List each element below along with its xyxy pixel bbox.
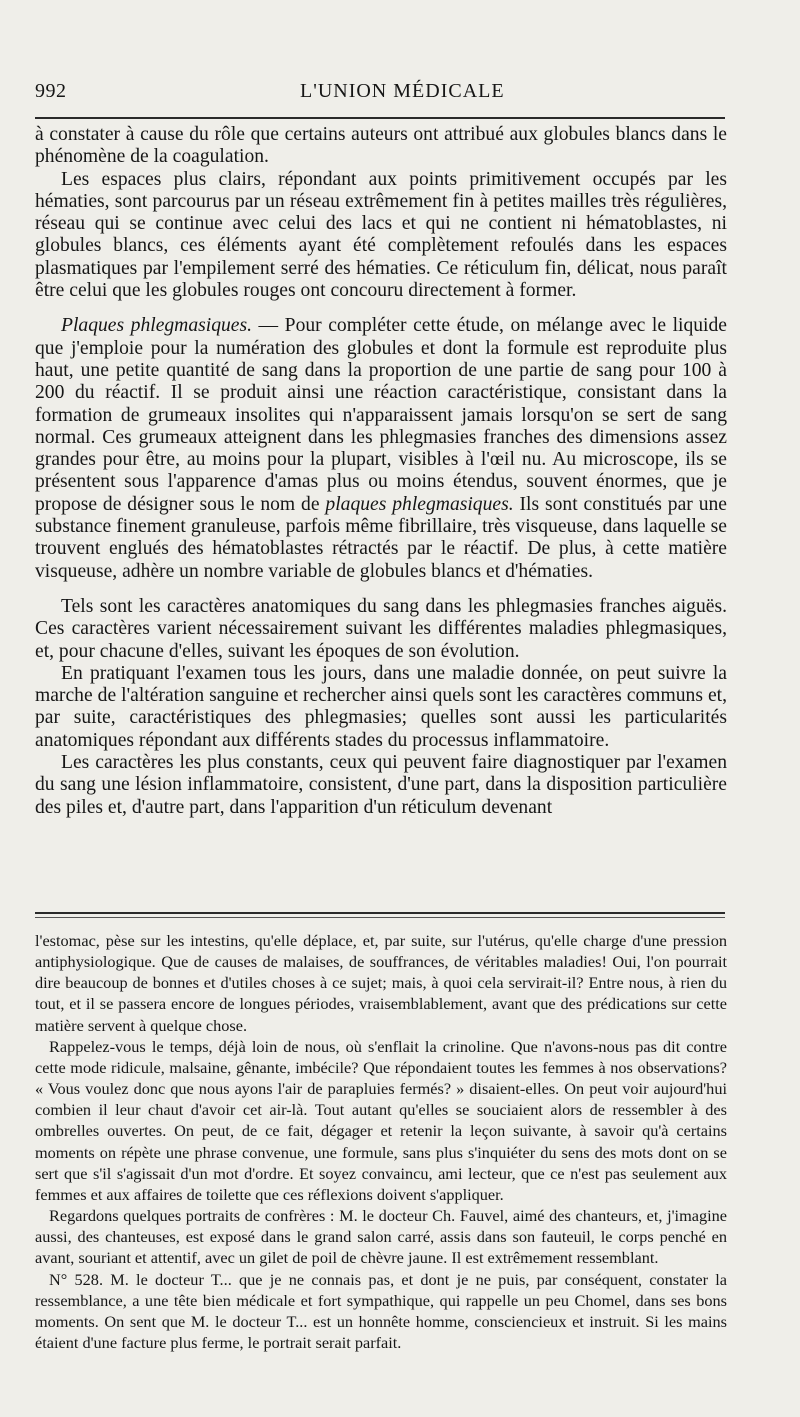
paragraph-4: Tels sont les caractères anatomiques du sang dans les phlegmasies franches aiguës. Ces caractères varient nécessairement suivant les différentes maladies phlegmasiques, et, pour chacune d'elles, suivant les époques de son évolution. <box>35 595 727 662</box>
paragraph-3 <box>35 315 727 583</box>
running-title: L'UNION MÉDICALE <box>300 80 505 102</box>
paragraph-2: Les espaces plus clairs, répondant aux points primitivement occupés par les hématies, sont parcourus par un réseau extrêmement fin à petites mailles très régulières, réseau qui se continue avec celui des lacs et qui ne contient ni hématoblastes, ni globules blancs, ces éléments ayant été complètement refoulés dans les espaces plasmatiques par l'empilement serré des hématies. Ce réticulum fin, délicat, nous paraît être celui que les globules rouges ont concouru directement à former. <box>35 168 727 302</box>
feuilleton-divider <box>35 912 725 918</box>
paragraph-5: En pratiquant l'examen tous les jours, dans une maladie donnée, on peut suivre la marche de l'altération sanguine et rechercher ainsi quels sont les caractères communs et, par suite, caractéristiques des phlegmasies; quelles sont aussi les particularités anatomiques répondant aux différents stades du processus inflammatoire. <box>35 662 727 751</box>
main-text <box>35 124 727 819</box>
page-number: 992 <box>35 80 67 102</box>
paragraph-1: à constater à cause du rôle que certains auteurs ont attribué aux globules blancs dans le phénomène de la coagulation. <box>35 124 727 168</box>
paragraph-3-text-b: Ils sont constitués par une substance finement granuleuse, parfois même fibrillaire, très visqueuse, dans laquelle se trouvent englués des hématoblastes rétractés par le réactif. De plus, à cette matière visqueuse, adhère un nombre variable de globules blancs et d'hématies. <box>35 493 727 582</box>
paragraph-3-text-a: — Pour compléter cette étude, on mélange avec le liquide que j'emploie pour la numération des globules et dont la formule est reproduite plus haut, une petite quantité de sang dans la proportion de une partie de sang pour 100 à 200 du réactif. Il se produit ainsi une réaction caractéristique, consistant dans la formation de grumeaux insolites qui n'apparaissent jamais lorsqu'on se sert de sang normal. Ces grumeaux atteignent dans les phlegmasies franches des dimensions assez grandes pour être, au moins pour la plupart, visibles à l'œil nu. Au microscope, ils se présentent sous l'apparence d'amas plus ou moins étendus, souvent énormes, que je propose de désigner sous le nom de <box>35 315 727 515</box>
section-heading-plaques: Plaques phlegmasiques. <box>61 315 253 337</box>
page-header <box>35 80 725 108</box>
header-rule <box>35 117 725 119</box>
feuilleton-paragraph-1: l'estomac, pèse sur les intestins, qu'elle déplace, et, par suite, sur l'utérus, qu'elle charge d'une pression antiphysiologique. Que de causes de malaises, de souffrances, de véritables maladies! Oui, l'on pourrait dire beaucoup de bonnes et d'utiles choses à ce sujet; mais, à quoi cela servirait-il? Entre nous, à rien du tout, et il se passera encore de longues périodes, vraisemblablement, avant que des prédications sur cette matière servent à quelque chose. <box>35 931 727 1035</box>
paragraph-6: Les caractères les plus constants, ceux qui peuvent faire diagnostiquer par l'examen du sang une lésion inflammatoire, consistent, d'une part, dans la disposition particulière des piles et, d'autre part, dans l'apparition d'un réticulum devenant <box>35 752 727 818</box>
feuilleton-paragraph-3: Regardons quelques portraits de confrères : M. le docteur Ch. Fauvel, aimé des chanteurs, et, j'imagine aussi, des chanteuses, est exposé dans le grand salon carré, assis dans son fauteuil, le corps penché en avant, souriant et attentif, avec un gilet de poil de chèvre jaune. Il est extrêmement ressemblant. <box>35 1206 727 1268</box>
term-plaques-phlegmasiques: plaques phlegmasiques. <box>325 493 514 515</box>
feuilleton-paragraph-2: Rappelez-vous le temps, déjà loin de nous, où s'enflait la crinoline. Que n'avons-nous pas dit contre cette mode ridicule, malsaine, gênante, imbécile? Que répondaient toutes les femmes à nos observations? « Vous voulez donc que nous ayons l'air de parapluies fermés? » disaient-elles. On peut voir aujourd'hui combien il leur chaut d'avoir cet air-là. Tout autant qu'elles se souciaient alors de ressembler à des ombrelles ouvertes. On peut, de ce fait, dégager et retenir la leçon suivante, à savoir qu'à certains moments on répète une phrase convenue, une formule, sans plus s'inquiéter du sens des mots dont on se sert que s'il s'agissait d'un mot d'ordre. Et soyez convaincu, ami lecteur, que ce n'est pas seulement aux femmes et aux affaires de toilette que ces réflexions doivent s'appliquer. <box>35 1036 727 1204</box>
feuilleton-text <box>35 930 727 1353</box>
feuilleton-paragraph-4: N° 528. M. le docteur T... que je ne connais pas, et dont je ne puis, par conséquent, constater la ressemblance, a une tête bien médicale et fort sympathique, qui rappelle un peu Chomel, dans ses bons moments. On sent que M. le docteur T... est un honnête homme, consciencieux et instruit. Si les mains étaient d'une facture plus ferme, le portrait serait parfait. <box>35 1269 727 1352</box>
